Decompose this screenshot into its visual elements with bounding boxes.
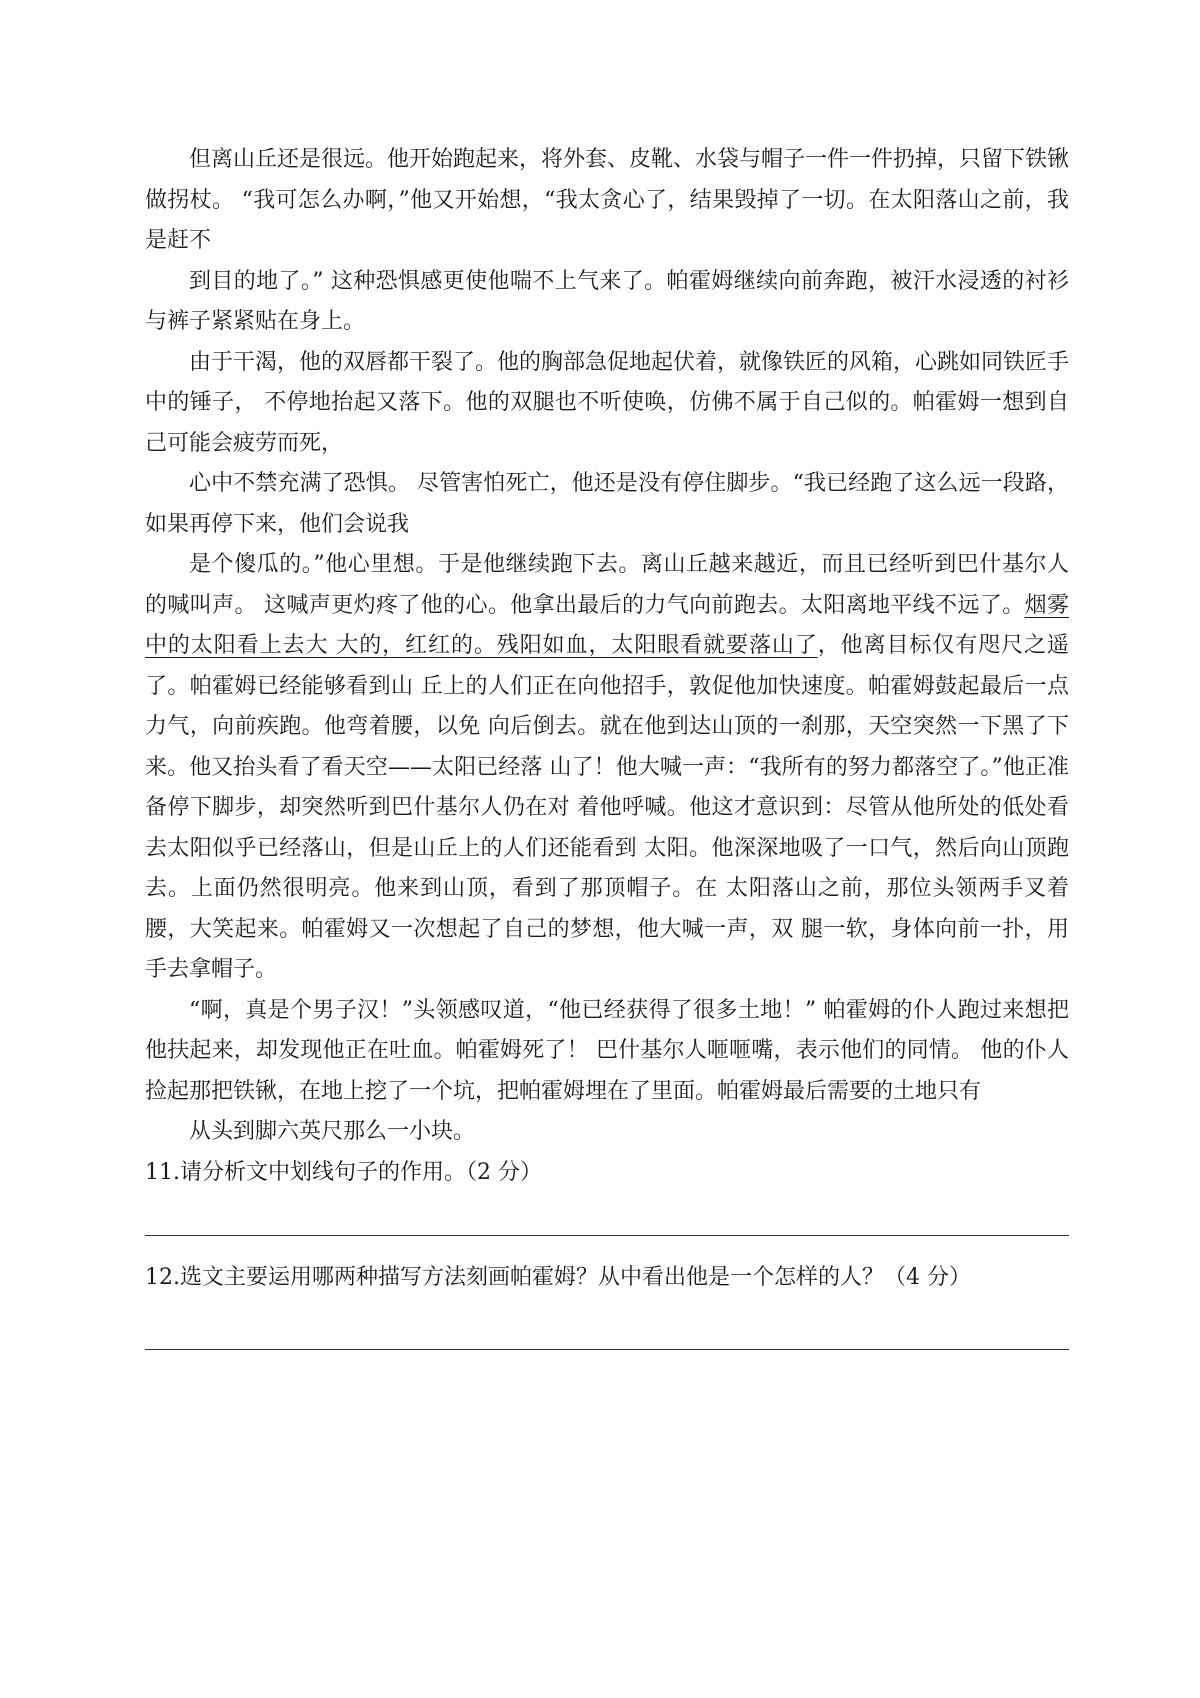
question-11: 11.请分析文中划线句子的作用。（2 分）: [145, 1159, 542, 1185]
question-12: 12.选文主要运用哪两种描写方法刻画帕霍姆？从中看出他是一个怎样的人？（4 分）: [145, 1265, 971, 1290]
paragraph-5-after: ，他离目标仅有咫尺之遥了。帕霍姆已经能够看到山 丘上的人们正在向他招手，敦促他加快速度。帕霍姆鼓起最后一点力气，向前疾跑。他弯着腰，以免 向后倒去。就在他到达山顶的一刹那，天空突然一下黑了下来。他又抬头看了看天空——太阳已经落 山了！他大喊一声：“我所有的努力都落空了。”他正准备停下脚步，却突然听到巴什基尔人仍在对 着他呼喊。他这才意识到：尽管从他所处的低处看去太阳似乎已经落山，但是山丘上的人们还能看到 太阳。他深深地吸了一口气，然后向山顶跑去。上面仍然很明亮。他来到山顶，看到了那顶帽子。在 太阳落山之前，那位头领两手叉着腰，大笑起来。帕霍姆又一次想起了自己的梦想，他大喊一声，双 腿一软，身体向前一扑，用手去拿帽子。: [145, 633, 1069, 982]
paragraph-4: 心中不禁充满了恐惧。 尽管害怕死亡，他还是没有停住脚步。“我已经跑了这么远一段路，如果再停下来，他们会说我: [145, 471, 1069, 537]
paragraph-7: 从头到脚六英尺那么一小块。: [189, 1119, 476, 1144]
underlined-sentence: 烟雾中的太阳看上去大 大的，红红的。残阳如血，太阳眼看就要落山了: [145, 592, 1069, 658]
paragraph-5-before: 是个傻瓜的。”他心里想。于是他继续跑下去。离山丘越来越近，而且已经听到巴什基尔人的喊叫声。 这喊声更灼疼了他的心。他拿出最后的力气向前跑去。太阳离地平线不远了。: [145, 552, 1069, 618]
paragraph-5: [145, 545, 1069, 991]
document-body: [145, 140, 1069, 1350]
paragraph-2: 到目的地了。” 这种恐惧感更使他喘不上气来了。帕霍姆继续向前奔跑，被汗水浸透的衬衫与裤子紧紧贴在身上。: [145, 268, 1069, 334]
paragraph-6: “啊，真是个男子汉！”头领感叹道，“他已经获得了很多土地！” 帕霍姆的仆人跑过来想把他扶起来，却发现他正在吐血。帕霍姆死了！ 巴什基尔人咂咂嘴，表示他们的同情。 他的仆人捡起那把铁锹，在地上挖了一个坑，把帕霍姆埋在了里面。帕霍姆最后需要的土地只有: [145, 997, 1069, 1104]
answer-line-12[interactable]: [145, 1349, 1069, 1350]
answer-line-11[interactable]: [145, 1235, 1069, 1236]
paragraph-1: 但离山丘还是很远。他开始跑起来，将外套、皮靴、水袋与帽子一件一件扔掉，只留下铁锹做拐杖。 “我可怎么办啊，”他又开始想，“我太贪心了，结果毁掉了一切。在太阳落山之前，我是赶不: [145, 147, 1070, 253]
paragraph-3: 由于干渴，他的双唇都干裂了。他的胸部急促地起伏着，就像铁匠的风箱，心跳如同铁匠手中的锤子， 不停地抬起又落下。他的双腿也不听使唤，仿佛不属于自己似的。帕霍姆一想到自己可能会疲劳而死，: [145, 349, 1070, 456]
